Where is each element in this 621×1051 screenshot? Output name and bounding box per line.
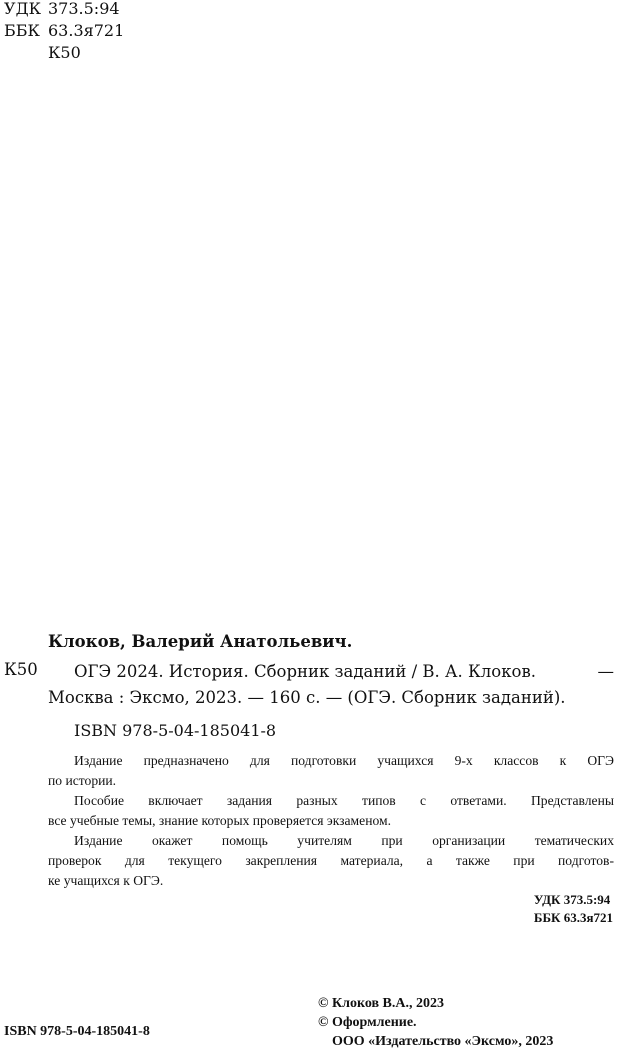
copyright-publisher: ООО «Издательство «Эксмо», 2023: [332, 1034, 554, 1049]
bib-line-1: [48, 659, 614, 685]
annotation-line: проверок для текущего закрепления материала, а также при подготов-: [48, 853, 614, 868]
isbn-record: ISBN 978-5-04-185041-8: [74, 721, 277, 740]
annotation-line: Издание окажет помощь учителям при организации тематических: [74, 833, 614, 848]
annotation: [48, 751, 614, 891]
author-mark-top: К50: [48, 43, 81, 62]
author-heading: Клоков, Валерий Анатольевич.: [48, 632, 353, 651]
bib-title: ОГЭ 2024. История. Сборник заданий / В. А. Клоков.: [74, 662, 536, 681]
bibliographic-description: [48, 659, 614, 711]
annotation-line: Пособие включает задания разных типов с ответами. Представлены: [74, 793, 614, 808]
bbk-label: ББК: [4, 21, 40, 40]
bbk-value: 63.3я721: [48, 21, 125, 40]
copyright-block: [318, 994, 553, 1051]
annotation-line: все учебные темы, знание которых проверяется экзаменом.: [48, 813, 392, 828]
isbn-footer: ISBN 978-5-04-185041-8: [4, 1024, 150, 1039]
udk-code: УДК 373.5:94: [533, 892, 611, 907]
bbk-code: ББК 63.3я721: [533, 910, 613, 925]
annotation-line: ке учащихся к ОГЭ.: [48, 873, 164, 888]
copyright-author: © Клоков В.А., 2023: [318, 996, 445, 1011]
annotation-line: Издание предназначено для подготовки учащихся 9-х классов к ОГЭ: [74, 753, 614, 768]
annotation-line: по истории.: [48, 773, 117, 788]
udk-code-top: [4, 0, 120, 20]
classification-codes: [534, 891, 613, 927]
copyright-design: © Оформление.: [318, 1015, 417, 1030]
bib-dash: —: [597, 662, 614, 681]
bbk-code-top: [4, 20, 124, 42]
bib-line-2: [48, 685, 614, 711]
bib-publication: Москва : Эксмо, 2023. — 160 с. — (ОГЭ. Сборник заданий).: [48, 688, 566, 707]
udk-label: УДК: [4, 0, 41, 18]
author-mark: К50: [4, 660, 38, 679]
udk-value: 373.5:94: [48, 0, 120, 18]
